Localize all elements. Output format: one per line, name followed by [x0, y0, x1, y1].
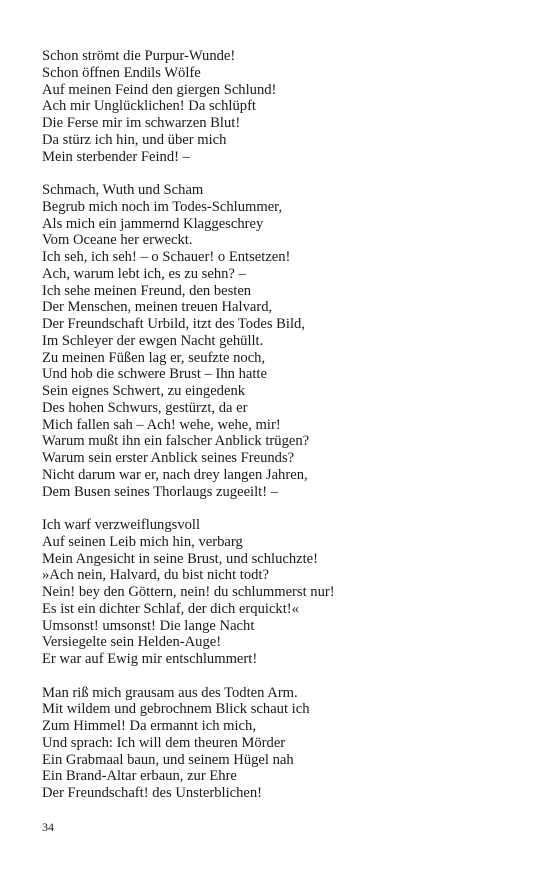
poem-line: Der Freundschaft Urbild, itzt des Todes Bild,: [42, 316, 305, 333]
poem-line: Nicht darum war er, nach drey langen Jahren,: [42, 466, 308, 483]
stanza: [42, 48, 522, 165]
stanza: [42, 182, 522, 500]
poem-line: Ich warf verzweiflungsvoll: [42, 517, 201, 534]
poem-line: Begrub mich noch im Todes-Schlummer,: [42, 198, 283, 215]
poem-line: Auf meinen Feind den giergen Schlund!: [42, 81, 277, 98]
poem-line: Ein Brand-Altar erbaun, zur Ehre: [42, 768, 237, 785]
poem-line: Schmach, Wuth und Scham: [42, 182, 204, 199]
stanza: [42, 685, 522, 802]
poem-line: Mich fallen sah – Ach! wehe, wehe, mir!: [42, 416, 281, 433]
poem-line: Nein! bey den Göttern, nein! du schlummerst nur!: [42, 584, 335, 601]
poem-line: Umsonst! umsonst! Die lange Nacht: [42, 617, 255, 634]
poem-line: Als mich ein jammernd Klaggeschrey: [42, 215, 264, 232]
poem-line: Und hob die schwere Brust – Ihn hatte: [42, 366, 267, 383]
page-number: 34: [42, 820, 54, 834]
poem-line: Da stürz ich hin, und über mich: [42, 131, 227, 148]
poem-line: Ich sehe meinen Freund, den besten: [42, 282, 252, 299]
poem-line: Ach, warum lebt ich, es zu sehn? –: [42, 265, 246, 282]
poem-line: Mit wildem und gebrochnem Blick schaut ich: [42, 701, 310, 718]
poem-line: Mein sterbender Feind! –: [42, 148, 190, 165]
poem-line: Auf seinen Leib mich hin, verbarg: [42, 533, 243, 550]
poem-line: Des hohen Schwurs, gestürzt, da er: [42, 399, 248, 416]
poem-line: Warum sein erster Anblick seines Freunds?: [42, 450, 295, 467]
poem-line: Sein eignes Schwert, zu eingedenk: [42, 383, 246, 400]
poem-line: Ich seh, ich seh! – o Schauer! o Entsetzen!: [42, 249, 291, 266]
poem-line: Vom Oceane her erweckt.: [42, 232, 193, 249]
poem-line: Die Ferse mir im schwarzen Blut!: [42, 115, 241, 131]
poem-line: Ach mir Unglücklichen! Da schlüpft: [42, 98, 256, 115]
poem-line: Man riß mich grausam aus des Todten Arm.: [42, 684, 298, 701]
poem-line: Warum mußt ihn ein falscher Anblick trügen?: [42, 433, 310, 450]
poem-line: Der Menschen, meinen treuen Halvard,: [42, 299, 273, 316]
poem-line: Dem Busen seines Thorlaugs zugeeilt! –: [42, 483, 279, 500]
poem-text: [42, 48, 522, 819]
poem-line: Mein Angesicht in seine Brust, und schluchzte!: [42, 550, 319, 567]
poem-line: Und sprach: Ich will dem theuren Mörder: [42, 734, 286, 751]
stanza: [42, 517, 522, 668]
poem-line: Ein Grabmaal baun, und seinem Hügel nah: [42, 751, 294, 768]
poem-line: Er war auf Ewig mir entschlummert!: [42, 651, 258, 668]
poem-line: Zu meinen Füßen lag er, seufzte noch,: [42, 349, 266, 366]
poem-line: Versiegelte sein Helden-Auge!: [42, 634, 222, 651]
poem-line: Im Schleyer der ewgen Nacht gehüllt.: [42, 332, 264, 349]
poem-line: Schon öffnen Endils Wölfe: [42, 64, 201, 81]
poem-line: Der Freundschaft! des Unsterblichen!: [42, 785, 263, 802]
poem-line: »Ach nein, Halvard, du bist nicht todt?: [42, 567, 269, 584]
poem-line: Es ist ein dichter Schlaf, der dich erquickt!«: [42, 600, 299, 617]
poem-line: Schon strömt die Purpur-Wunde!: [42, 48, 236, 64]
poem-line: Zum Himmel! Da ermannt ich mich,: [42, 718, 256, 735]
